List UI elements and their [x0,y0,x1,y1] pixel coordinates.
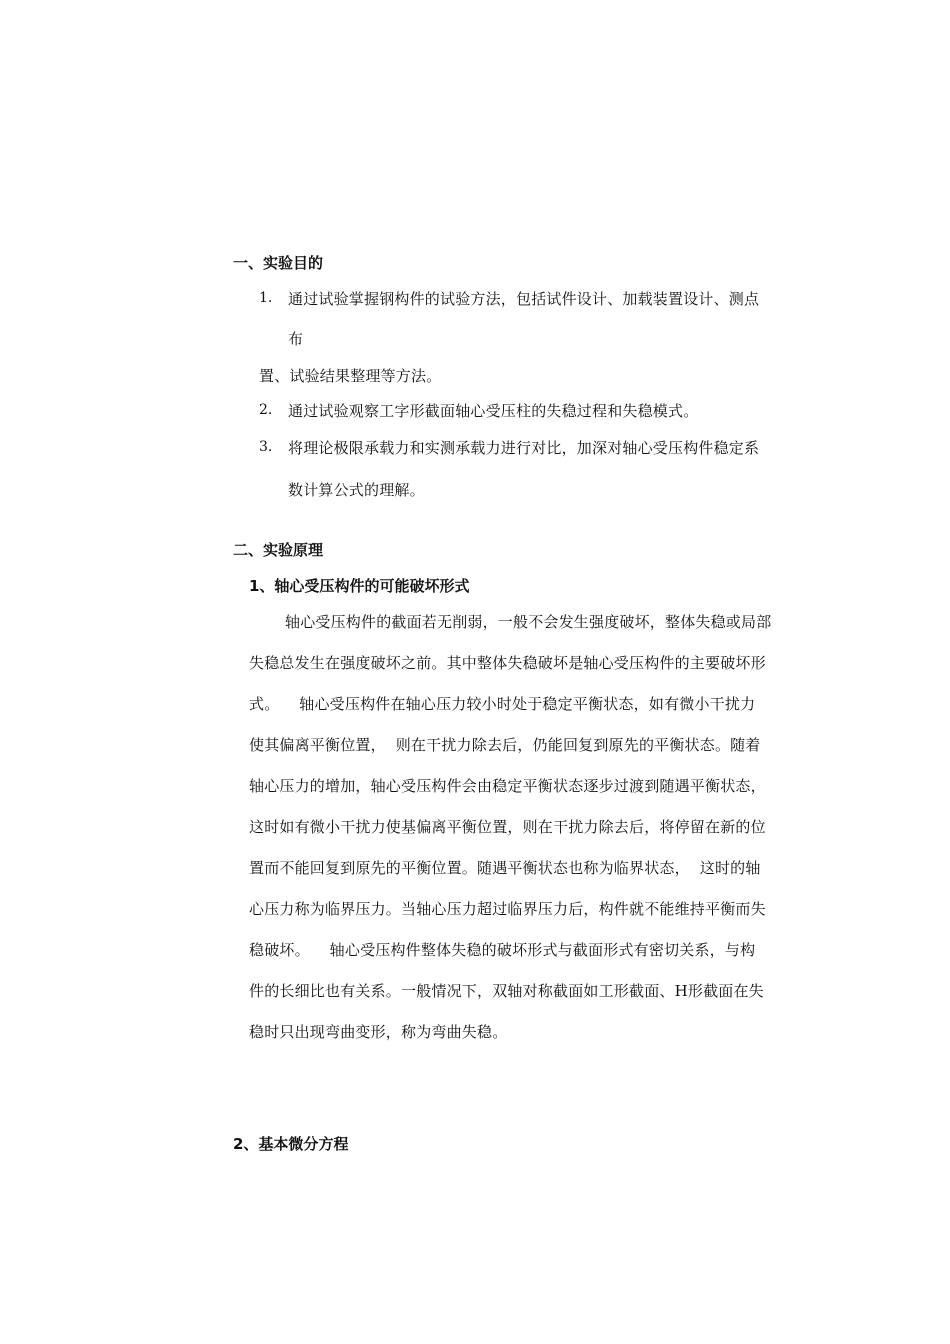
list-item-number: 2. [259,402,273,418]
section-heading-objectives: 一、实验目的 [233,254,324,272]
paragraph-line: 置而不能回复到原先的平衡位置。随遇平衡状态也称为临界状态， 这时的轴 [249,859,761,877]
paragraph-line: 稳破坏。 轴心受压构件整体失稳的破坏形式与截面形式有密切关系，与构 [249,941,756,959]
paragraph-line: 稳时只出现弯曲变形，称为弯曲失稳。 [249,1023,508,1041]
list-item-text: 通过试验观察工字形截面轴心受压柱的失稳过程和失稳模式。 [288,402,699,420]
list-item-number: 1. [259,290,273,306]
list-item-text: 置、试验结果整理等方法。 [259,367,442,385]
list-item-text: 数计算公式的理解。 [288,481,425,499]
paragraph-line: 心压力称为临界压力。当轴心压力超过临界压力后，构件就不能维持平衡而失 [249,900,766,918]
paragraph-line: 失稳总发生在强度破坏之前。其中整体失稳破坏是轴心受压构件的主要破坏形 [249,654,766,672]
list-item-text: 通过试验掌握钢构件的试验方法，包括试件设计、加载装置设计、测点 [288,290,760,308]
paragraph-line: 使其偏离平衡位置， 则在干扰力除去后，仍能回复到原先的平衡状态。随着 [249,736,761,754]
paragraph-line: 式。 轴心受压构件在轴心压力较小时处于稳定平衡状态，如有微小干扰力 [249,695,756,713]
section-heading-principle: 二、实验原理 [233,541,324,559]
subsection-heading-differential-equation: 2、基本微分方程 [233,1135,349,1153]
subsection-heading-failure-modes: 1、轴心受压构件的可能破坏形式 [249,577,470,595]
paragraph-line: 轴心受压构件的截面若无削弱，一般不会发生强度破坏，整体失稳或局部 [285,613,772,631]
paragraph-line: 这时如有微小干扰力使基偏离平衡位置，则在干扰力除去后，将停留在新的位 [249,818,766,836]
list-item-number: 3. [259,439,273,455]
paragraph-line: 件的长细比也有关系。一般情况下，双轴对称截面如工形截面、H形截面在失 [249,982,764,1000]
list-item-text: 将理论极限承载力和实测承载力进行对比，加深对轴心受压构件稳定系 [288,439,760,457]
list-item-text: 布 [288,330,304,348]
paragraph-line: 轴心压力的增加，轴心受压构件会由稳定平衡状态逐步过渡到随遇平衡状态， [249,777,766,795]
